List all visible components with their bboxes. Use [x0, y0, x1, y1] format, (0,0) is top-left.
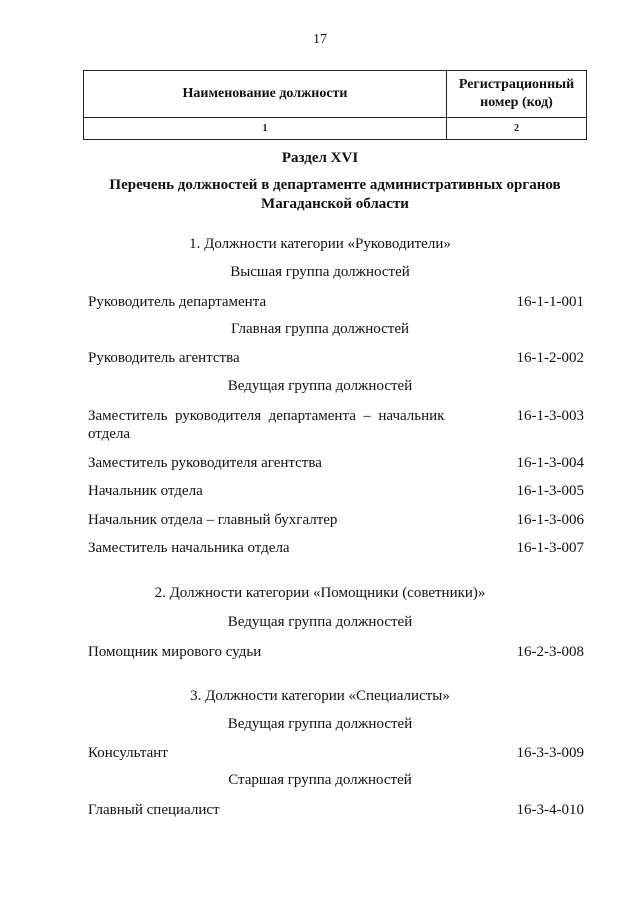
header-table	[83, 70, 587, 140]
position-row	[88, 407, 584, 443]
position-title: Руководитель департамента	[88, 294, 267, 310]
position-title: Главный специалист	[88, 802, 220, 818]
category-title: 3. Должности категории «Специалисты»	[190, 688, 450, 704]
position-code: 16-3-3-009	[516, 745, 584, 761]
position-row	[88, 643, 584, 661]
position-code: 16-1-3-006	[516, 512, 584, 528]
position-code: 16-1-3-003	[516, 408, 584, 424]
column-title-position	[84, 71, 447, 118]
position-row	[88, 293, 584, 311]
position-title: Заместитель руководителя департамента – начальник	[88, 408, 445, 424]
position-code: 16-2-3-008	[516, 644, 584, 660]
position-code: 16-1-3-005	[516, 483, 584, 499]
column-number-1: 1	[84, 118, 447, 140]
list-title-line1: Перечень должностей в департаменте административных органов	[109, 177, 561, 193]
group-title: Главная группа должностей	[230, 321, 410, 337]
list-title-line2: Магаданской области	[261, 196, 409, 212]
position-code: 16-1-3-007	[516, 540, 584, 556]
position-title: Заместитель руководителя агентства	[88, 455, 322, 471]
column-title-code-line1: Регистрационный	[458, 77, 575, 92]
column-title-code-line2: номер (код)	[480, 95, 553, 110]
section-title: Раздел XVI	[281, 150, 359, 166]
group-title: Старшая группа должностей	[228, 772, 412, 788]
group-title: Ведущая группа должностей	[227, 614, 413, 630]
position-title: Начальник отдела	[88, 483, 203, 499]
position-row	[88, 482, 584, 500]
position-title: Заместитель начальника отдела	[88, 540, 290, 556]
page-number: 17	[313, 32, 327, 47]
column-title-code	[447, 71, 587, 118]
position-title: Начальник отдела – главный бухгалтер	[88, 512, 338, 528]
position-row	[88, 454, 584, 472]
column-title-position-label: Наименование должности	[182, 86, 348, 101]
position-code: 16-3-4-010	[516, 802, 584, 818]
position-title: Консультант	[88, 745, 168, 761]
position-row	[88, 511, 584, 529]
position-row	[88, 744, 584, 762]
position-code: 16-1-2-002	[516, 350, 584, 366]
position-code: 16-1-3-004	[516, 455, 584, 471]
position-title: Руководитель агентства	[88, 350, 240, 366]
position-title-continued: отдела	[88, 426, 131, 442]
category-title: 2. Должности категории «Помощники (советники)»	[154, 585, 486, 601]
position-row	[88, 801, 584, 819]
position-row	[88, 539, 584, 557]
category-title: 1. Должности категории «Руководители»	[189, 236, 451, 252]
column-number-2: 2	[447, 118, 587, 140]
position-code: 16-1-1-001	[516, 294, 584, 310]
position-title: Помощник мирового судьи	[88, 644, 262, 660]
list-title	[100, 176, 570, 214]
group-title: Высшая группа должностей	[230, 264, 410, 280]
position-row	[88, 349, 584, 367]
group-title: Ведущая группа должностей	[227, 716, 413, 732]
group-title: Ведущая группа должностей	[227, 378, 413, 394]
